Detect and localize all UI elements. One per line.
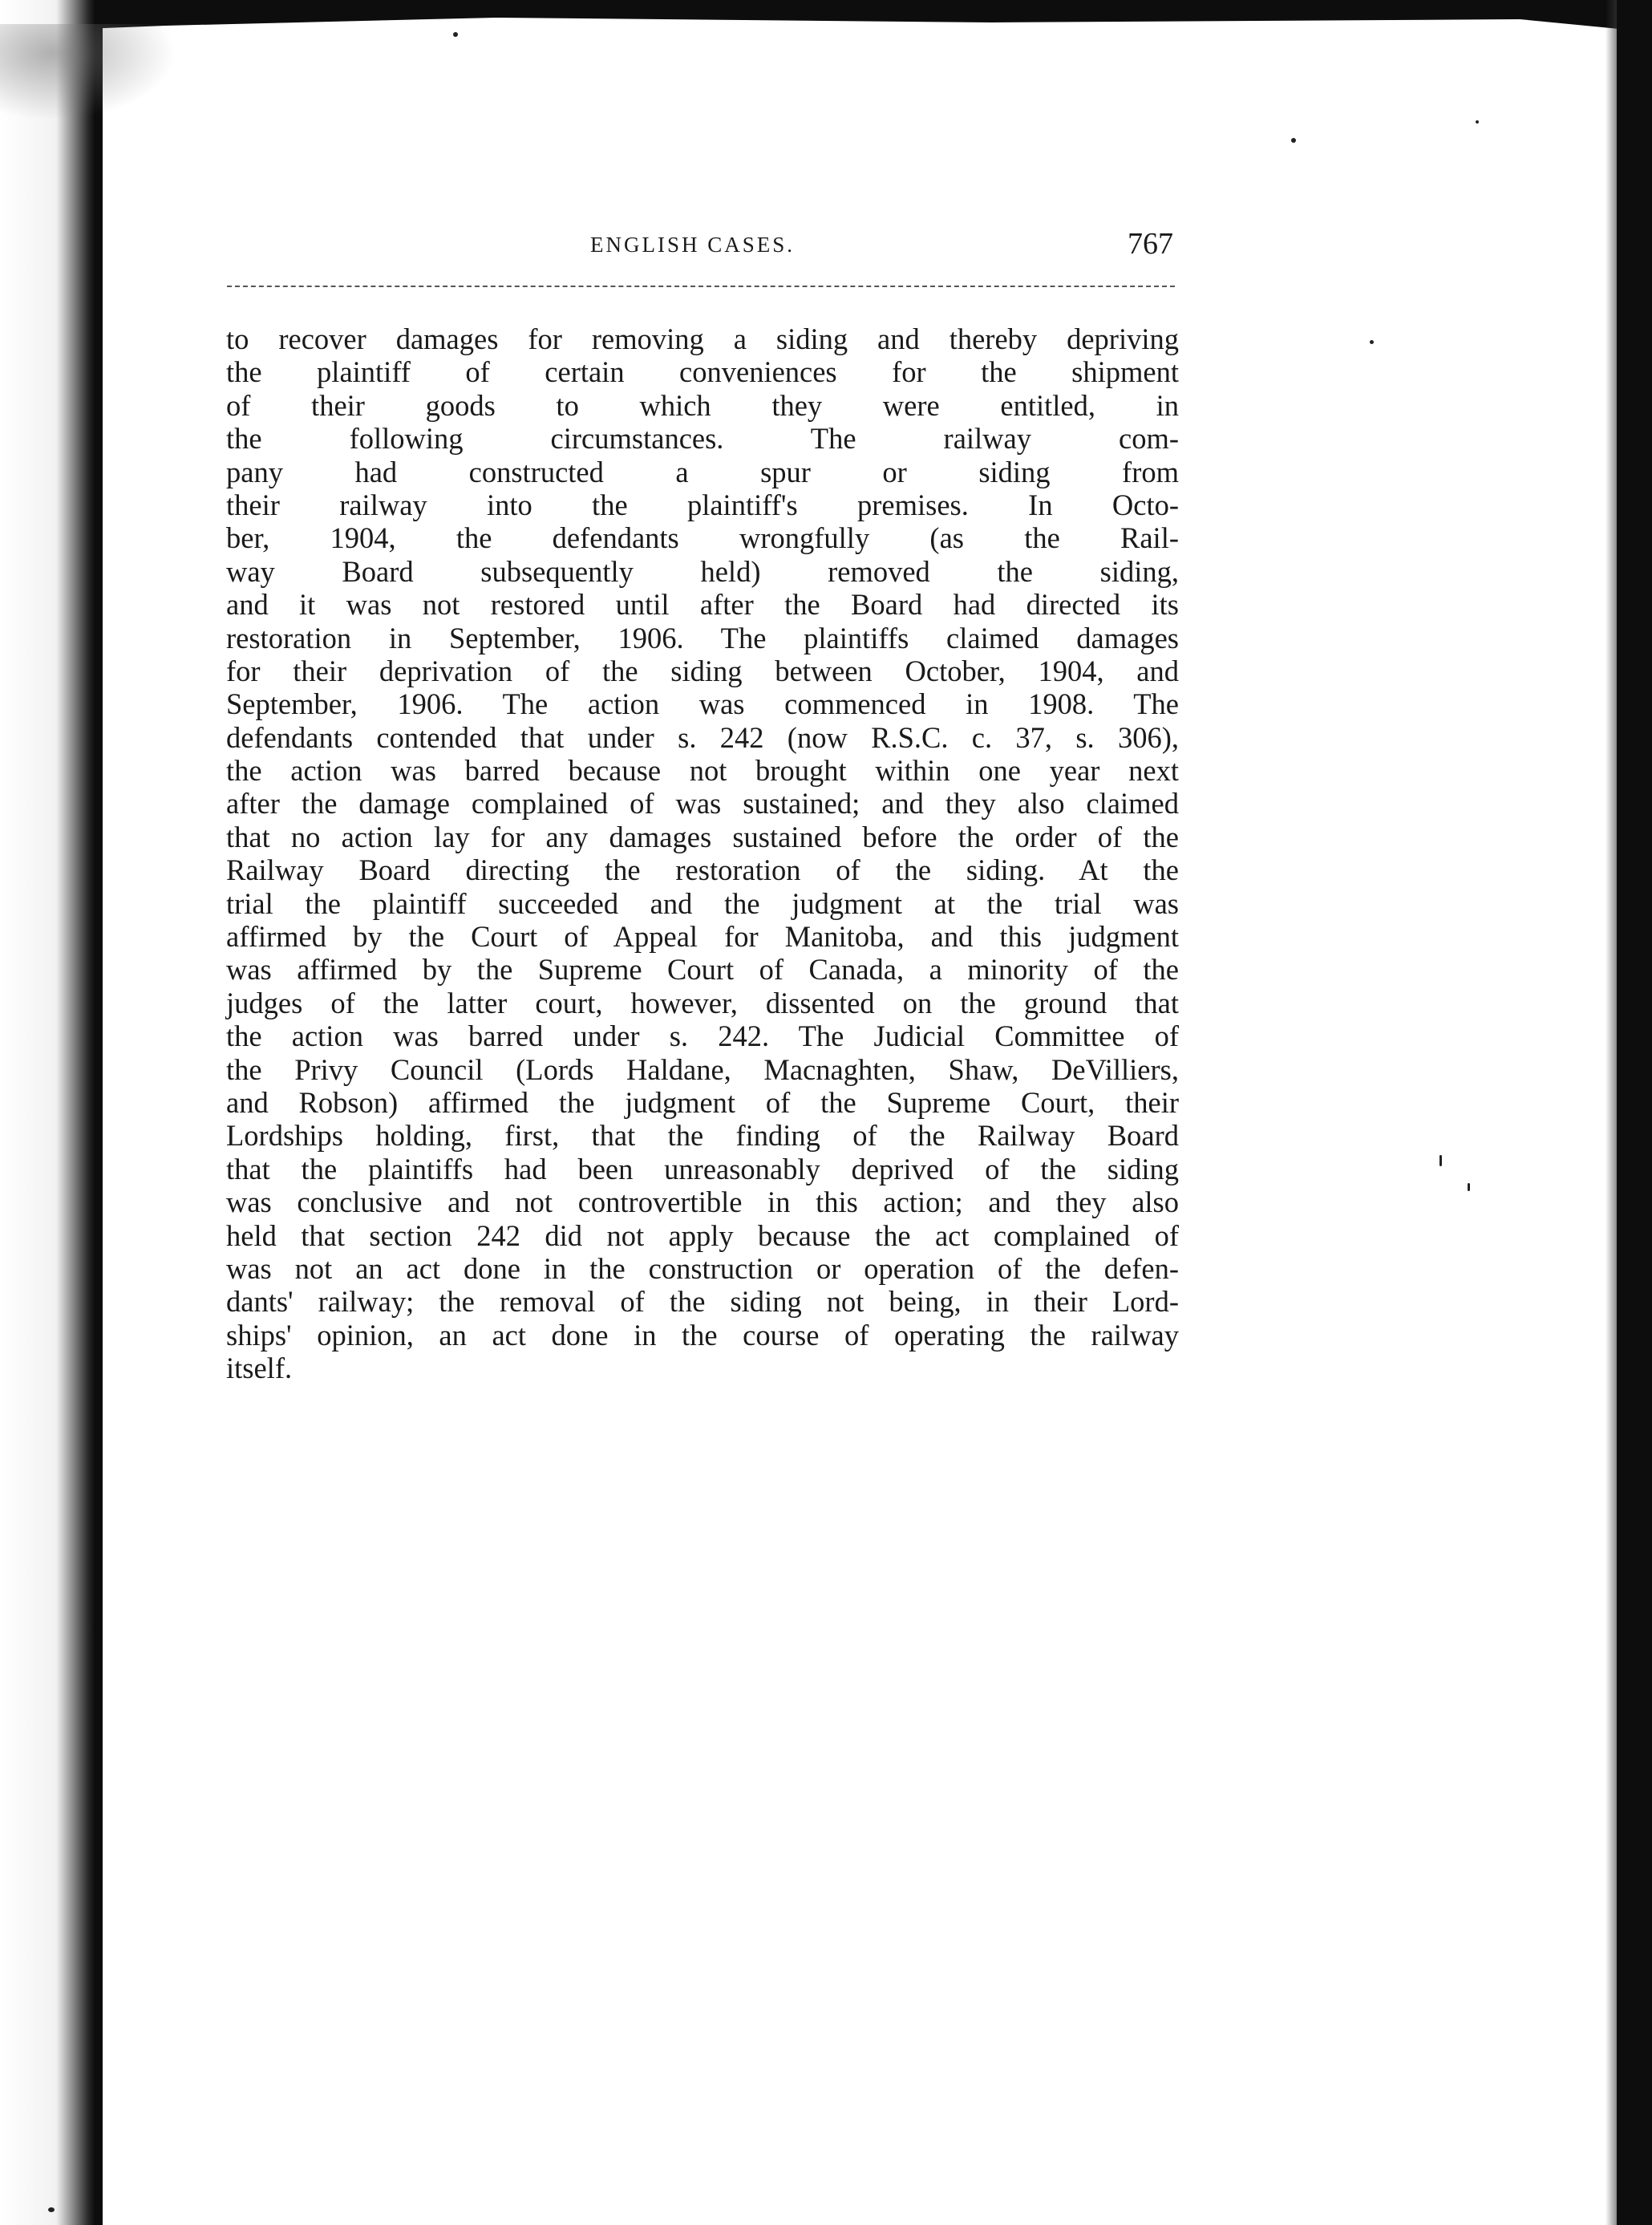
text-line: of their goods to which they were entitled, in — [226, 388, 1179, 422]
scan-shadow-right — [1605, 0, 1617, 2225]
text-line: September, 1906. The action was commenced in 1908. The — [226, 687, 1179, 721]
running-head — [227, 226, 1173, 274]
scan-smudge — [0, 24, 176, 120]
scan-speck — [1468, 1183, 1470, 1191]
scan-border-right — [1617, 0, 1652, 2225]
text-line: the Privy Council (Lords Haldane, Macnaghten, Shaw, DeVilliers, — [226, 1052, 1179, 1086]
text-line: after the damage complained of was sustained; and they also claimed — [226, 787, 1179, 821]
text-line: Lordships holding, first, that the finding of the Railway Board — [226, 1119, 1179, 1153]
text-line: Railway Board directing the restoration of the siding. At the — [226, 853, 1179, 887]
text-line: was affirmed by the Supreme Court of Canada, a minority of the — [226, 953, 1179, 987]
text-line: way Board subsequently held) removed the siding, — [226, 554, 1179, 588]
text-line: trial the plaintiff succeeded and the judgment at the trial was — [226, 886, 1179, 920]
text-line: the action was barred under s. 242. The Judicial Committee of — [226, 1019, 1179, 1053]
text-line: ships' opinion, an act done in the course of operating the railway — [226, 1318, 1179, 1352]
running-head-title: ENGLISH CASES. — [590, 233, 796, 257]
text-line: dants' railway; the removal of the siding not being, in their Lord- — [226, 1285, 1179, 1319]
text-line: restoration in September, 1906. The plaintiffs claimed damages — [226, 621, 1179, 655]
text-line: to recover damages for removing a siding and thereby depriving — [226, 322, 1179, 355]
text-line: the plaintiff of certain conveniences for the shipment — [226, 355, 1179, 389]
header-rule — [227, 286, 1175, 287]
body-paragraph — [226, 322, 1179, 1385]
scan-speck — [1291, 138, 1296, 143]
scan-speck — [453, 32, 458, 37]
text-line: that no action lay for any damages sustained before the order of the — [226, 820, 1179, 853]
text-line: for their deprivation of the siding between October, 1904, and — [226, 654, 1179, 687]
text-line: ber, 1904, the defendants wrongfully (as the Rail- — [226, 521, 1179, 555]
text-line: held that section 242 did not apply because the act complained of — [226, 1218, 1179, 1252]
text-line: their railway into the plaintiff's premises. In Octo- — [226, 488, 1179, 521]
text-line: the action was barred because not brought within one year next — [226, 754, 1179, 788]
text-line: judges of the latter court, however, dissented on the ground that — [226, 986, 1179, 1019]
text-line: was conclusive and not controvertible in this action; and they also — [226, 1185, 1179, 1219]
page-number: 767 — [1128, 227, 1173, 261]
text-line: affirmed by the Court of Appeal for Manitoba, and this judgment — [226, 920, 1179, 954]
text-line: and it was not restored until after the Board had directed its — [226, 588, 1179, 622]
text-line: that the plaintiffs had been unreasonably deprived of the siding — [226, 1152, 1179, 1185]
scan-border-left — [0, 0, 103, 2225]
text-line: itself. — [226, 1352, 293, 1385]
text-line: pany had constructed a spur or siding from — [226, 455, 1179, 488]
text-line: was not an act done in the construction or operation of the defen- — [226, 1251, 1179, 1285]
scan-speck — [1439, 1155, 1442, 1166]
scan-speck — [1370, 340, 1374, 344]
text-line: the following circumstances. The railway com- — [226, 422, 1179, 456]
text-line: defendants contended that under s. 242 (now R.S.C. c. 37, s. 306), — [226, 720, 1179, 754]
scan-speck — [1476, 120, 1479, 124]
scan-border-top — [0, 0, 1652, 32]
scan-speck — [48, 2207, 55, 2212]
text-line: and Robson) affirmed the judgment of the Supreme Court, their — [226, 1085, 1179, 1119]
